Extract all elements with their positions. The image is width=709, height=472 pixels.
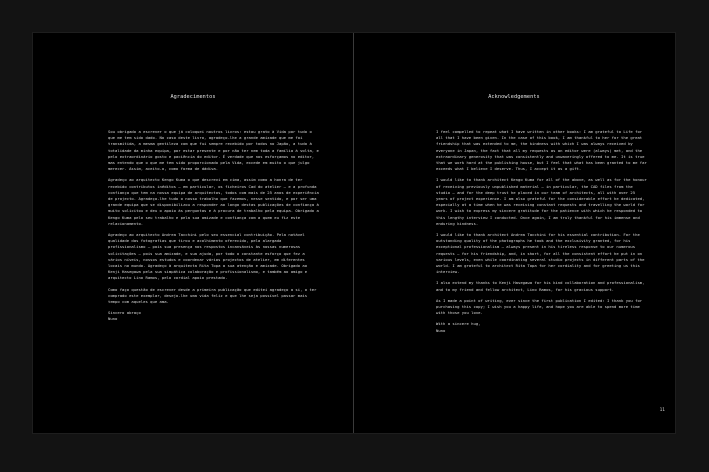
signature-greeting: Sincero abraço — [108, 310, 141, 316]
book-spread — [33, 33, 675, 433]
paragraph: I would like to thank architect Andrea Tacchini for his essential contribution. For the outstanding quality of the photographs he took and the exclusivity granted, for his exceptional professionalism – always present in his tireless response to our numerous requests – for his friendship, and, in short, for all the consistent effort he put in on various levels, even while coordinating several studio projects in different parts of the world. I am grateful to architect Rita Topa for her cordiality and for greeting us this interview. — [436, 232, 645, 275]
right-page-english — [354, 33, 674, 433]
paragraph: Como faço questão de escrever desde a primeira publicação que editei agradeço a si, o ter comprado este exemplar, desejo-lhe uma vida feliz e que lhe seja possível passar mais tempo com aqueles que ama. — [108, 286, 317, 305]
left-page-body — [108, 129, 320, 323]
paragraph: Sou obrigado a escrever o que já coloquei noutros livros: estou grato à Vida por tudo o que me tem sido dado. No caso deste livro, agradeço-lhe a grande amizade que me foi transmitida, a mesma gentileza com que fui sempre recebido por todos no Japão, a tudo à totalidade da minha equipa, por estar presente e por não ter nem toda a família à volta, e pelo extraordinário gosto e paciência do editor. É verdade que nos esforçamos no editor, mas entendo que o que me tem sido proporcionado pela Vida, excede em muito o que julgo merecer. Assim, aceito-o, como forma de dádiva. — [108, 129, 319, 172]
signature-name: Nuno — [436, 327, 446, 333]
paragraph: I feel compelled to repeat what I have written in other books: I am grateful to Life for all that I have been given. In the case of this book, I am thankful to her for the great friendship that was extended to me, the kindness with which I was always received by everyone in Japan, the fact that all my requests as an editor were (always) met, and the extraordinary generosity that was consistently and unwaveringly offered to me. It is true that we work hard at the publishing house, but I feel that what has been granted to me far exceeds what I believe I deserve. Thus, I accept it as a gift. — [436, 129, 647, 172]
right-page-body — [436, 129, 648, 334]
page-number: 11 — [659, 408, 665, 413]
paragraph: Agradeço ao arquitecto Kengo Kuma o que descrevi em cima, assim como a honra de ter recebido contributos inéditos – em particular, os ficheiros Cad do atelier – e a profunda confiança que tem na nossa equipa de arquitectos, todos com mais de 25 anos de experiência de projecto. Agradeço-lhe tudo o nosso trabalho que fazemos, nesse sentido, e por ser uma grande equipa que se disponibilizou a responder ao longo destas publicações de confiança à muito solicitou e deu o apoio às perguntas e à procura de trabalho pela equipa. Obrigado a Kengo Kuma pelo seu trabalho e pela sua amizade e confiança com a quem eu fiz este relacionamento. — [108, 177, 319, 226]
paragraph: I also extend my thanks to Kenji Hasegawa for his kind collaboration and professionalism, and to my friend and fellow architect, Lino Ramos, for his gracious support. — [436, 280, 645, 292]
paragraph: I would like to thank architect Kengo Kuma for all of the above, as well as for the honour of receiving previously unpublished material – in particular, the CAD files from the studio – and for the deep trust he placed in our team of architects, all with over 25 years of project experience. I am also grateful for the considerable effort he dedicated, especially at a time when he was receiving constant requests and travelling the world for work. I wish to express my sincere gratitude for the patience with which he responded to this lengthy interview I conducted. Once again, I am truly thankful for his immense and enduring kindness. — [436, 177, 647, 226]
paragraph: As I made a point of writing, ever since the first publication I edited: I thank you for purchasing this copy; I wish you a happy life, and hope you are able to spend more time with those you love. — [436, 297, 643, 316]
page-title-agradecimentos: Agradecimentos — [170, 94, 216, 100]
signature-greeting: With a sincere hug, — [436, 321, 481, 327]
page-title-acknowledgements: Acknowledgements — [488, 94, 540, 100]
signature-name: Nuno — [108, 316, 118, 322]
left-page-portuguese — [33, 33, 353, 433]
paragraph: Agradeço ao arquitecto Andrea Tacchini pelo seu essencial contribuição. Pela notável qualidade das fotografias que tirou e acolhimento oferecido, pela alargada profissionalismo – pois sua presença nos respostos incansáveis às nossas numerosas solicitações – pois sua amizade, e sua ajuda, por todo o constante esforço que fez a vários níveis, nossos estudos e coordenar vários projectos de atelier, em diferentes locais no mundo. Agradeço à arquitecta Rita Topa a sua atenção e amizade. Obrigado ao Kenji Hasegawa pela sua simpática colaboração e profissionalismo, e também ao amigo e arquitecto Lino Ramos, pelo cordial apoio prestado. — [108, 232, 308, 281]
